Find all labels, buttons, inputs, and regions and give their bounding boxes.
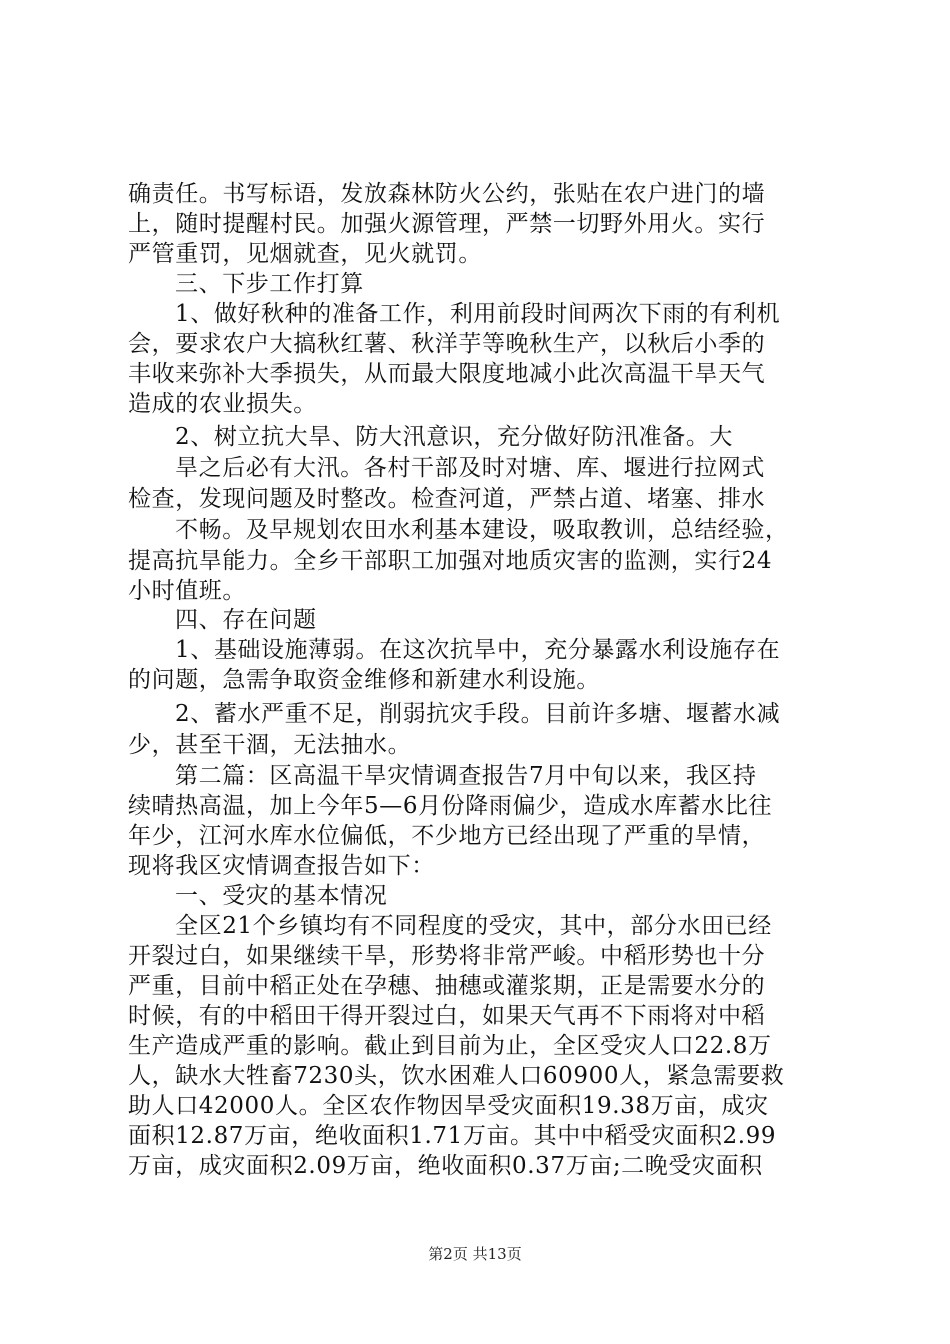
- text-line: 提高抗旱能力。全乡干部职工加强对地质灾害的监测，实行24: [128, 548, 773, 574]
- section-heading: 四、存在问题: [175, 607, 317, 633]
- text-line: 1、基础设施薄弱。在这次抗旱中，充分暴露水利设施存在: [175, 637, 781, 663]
- text-line: 小时值班。: [128, 578, 246, 604]
- text-line: 少，甚至干涸，无法抽水。: [128, 732, 412, 758]
- section-heading: 一、受灾的基本情况: [175, 883, 388, 909]
- text-line: 人，缺水大牲畜7230头，饮水困难人口60900人，紧急需要救: [128, 1063, 785, 1089]
- text-line: 检查，发现问题及时整改。检查河道，严禁占道、堵塞、排水: [128, 486, 766, 512]
- text-line: 2、蓄水严重不足，削弱抗灾手段。目前许多塘、堰蓄水减: [175, 701, 781, 727]
- section-heading: 三、下步工作打算: [175, 271, 364, 297]
- text-line: 第二篇：区高温干旱灾情调查报告7月中旬以来，我区持: [175, 763, 757, 789]
- page-number-footer: 第2页 共13页: [428, 1245, 522, 1263]
- text-line: 会，要求农户大搞秋红薯、秋洋芋等晚秋生产，以秋后小季的: [128, 331, 766, 357]
- text-line: 续晴热高温，加上今年5—6月份降雨偏少，造成水库蓄水比往: [128, 793, 773, 819]
- text-line: 2、树立抗大旱、防大汛意识，充分做好防汛准备。大: [175, 424, 734, 450]
- text-line: 严重，目前中稻正处在孕穗、抽穗或灌浆期，正是需要水分的: [128, 973, 766, 999]
- text-line: 开裂过白，如果继续干旱，形势将非常严峻。中稻形势也十分: [128, 943, 766, 969]
- text-line: 万亩，成灾面积2.09万亩，绝收面积0.37万亩;二晚受灾面积: [128, 1153, 763, 1179]
- text-line: 造成的农业损失。: [128, 391, 317, 417]
- text-line: 全区21个乡镇均有不同程度的受灾，其中，部分水田已经: [175, 913, 772, 939]
- text-line: 旱之后必有大汛。各村干部及时对塘、库、堰进行拉网式: [175, 455, 765, 481]
- text-line: 严管重罚，见烟就查，见火就罚。: [128, 241, 482, 267]
- text-line: 确责任。书写标语，发放森林防火公约，张贴在农户进门的墙: [128, 181, 766, 207]
- text-line: 时候，有的中稻田干得开裂过白，如果天气再不下雨将对中稻: [128, 1003, 766, 1029]
- text-line: 面积12.87万亩，绝收面积1.71万亩。其中中稻受灾面积2.99: [128, 1123, 777, 1149]
- text-line: 现将我区灾情调查报告如下：: [128, 853, 435, 879]
- text-line: 生产造成严重的影响。截止到目前为止，全区受灾人口22.8万: [128, 1033, 772, 1059]
- text-line: 丰收来弥补大季损失，从而最大限度地减小此次高温干旱天气: [128, 361, 766, 387]
- text-line: 助人口42000人。全区农作物因旱受灾面积19.38万亩，成灾: [128, 1093, 769, 1119]
- text-line: 年少，江河水库水位偏低，不少地方已经出现了严重的旱情，: [128, 823, 766, 849]
- text-line: 上，随时提醒村民。加强火源管理，严禁一切野外用火。实行: [128, 211, 766, 237]
- text-line: 1、做好秋种的准备工作，利用前段时间两次下雨的有利机: [175, 301, 781, 327]
- text-line: 的问题，急需争取资金维修和新建水利设施。: [128, 667, 600, 693]
- text-line: 不畅。及早规划农田水利基本建设，吸取教训，总结经验，: [175, 517, 789, 543]
